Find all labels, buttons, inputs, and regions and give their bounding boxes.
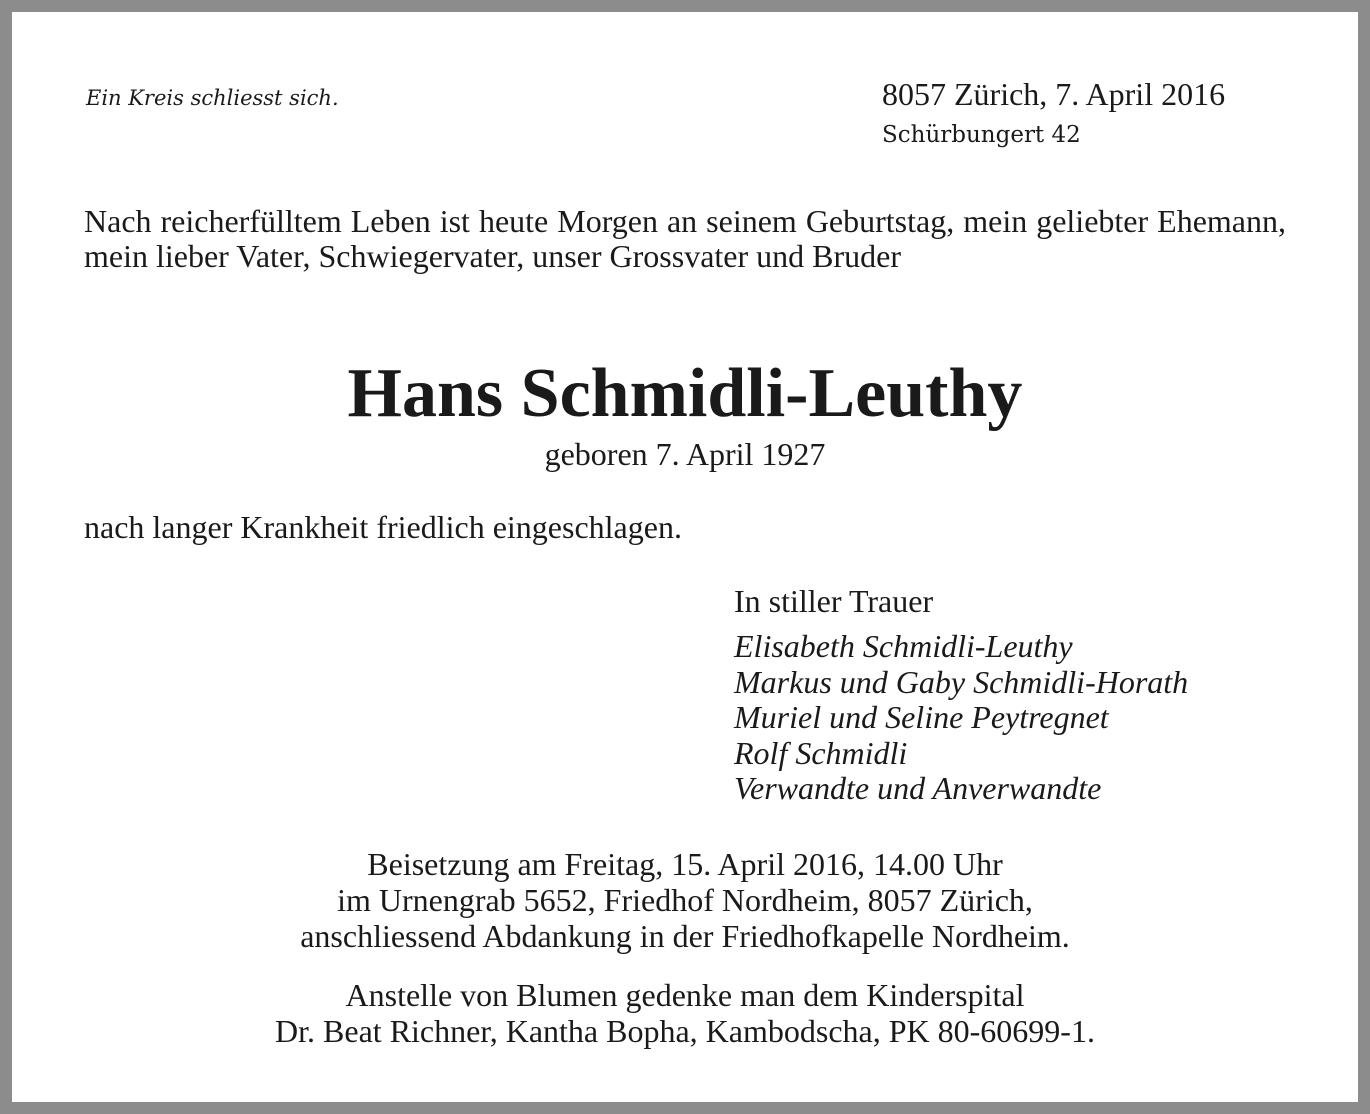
mourner-name: Muriel und Seline Peytregnet (734, 699, 1109, 735)
mourning-heading: In stiller Trauer (734, 583, 934, 619)
burial-line: anschliessend Abdankung in der Friedhofkapelle Nordheim. (300, 918, 1070, 954)
intro-paragraph: Nach reicherfülltem Leben ist heute Morgen an seinem Geburtstag, mein geliebter Ehemann, mein lieber Vater, Schwiegervater, unser Grossvater und Bruder (84, 203, 1286, 274)
passing-text: nach langer Krankheit friedlich eingeschlagen. (84, 509, 682, 545)
burial-info (12, 846, 1358, 954)
obituary-page (12, 12, 1358, 1102)
donation-line: Anstelle von Blumen gedenke man dem Kinderspital (345, 977, 1025, 1013)
address: Schürbungert 42 (882, 122, 1081, 148)
mourner-name: Verwandte und Anverwandte (734, 770, 1102, 806)
mourner-name: Elisabeth Schmidli-Leuthy (734, 628, 1073, 664)
motto-text: Ein Kreis schliesst sich. (86, 86, 339, 110)
deceased-name: Hans Schmidli-Leuthy (347, 355, 1023, 432)
burial-line: Beisetzung am Freitag, 15. April 2016, 14.00 Uhr (367, 846, 1003, 882)
mourner-name: Markus und Gaby Schmidli-Horath (734, 663, 1189, 700)
donation-line: Dr. Beat Richner, Kantha Bopha, Kambodscha, PK 80-60699-1. (275, 1013, 1095, 1049)
donation-info (12, 977, 1358, 1049)
mourners-list (734, 629, 1188, 807)
burial-line: im Urnengrab 5652, Friedhof Nordheim, 8057 Zürich, (337, 882, 1033, 918)
birth-date: geboren 7. April 1927 (544, 436, 826, 472)
place-date: 8057 Zürich, 7. April 2016 (882, 76, 1226, 112)
mourner-name: Rolf Schmidli (734, 734, 908, 771)
